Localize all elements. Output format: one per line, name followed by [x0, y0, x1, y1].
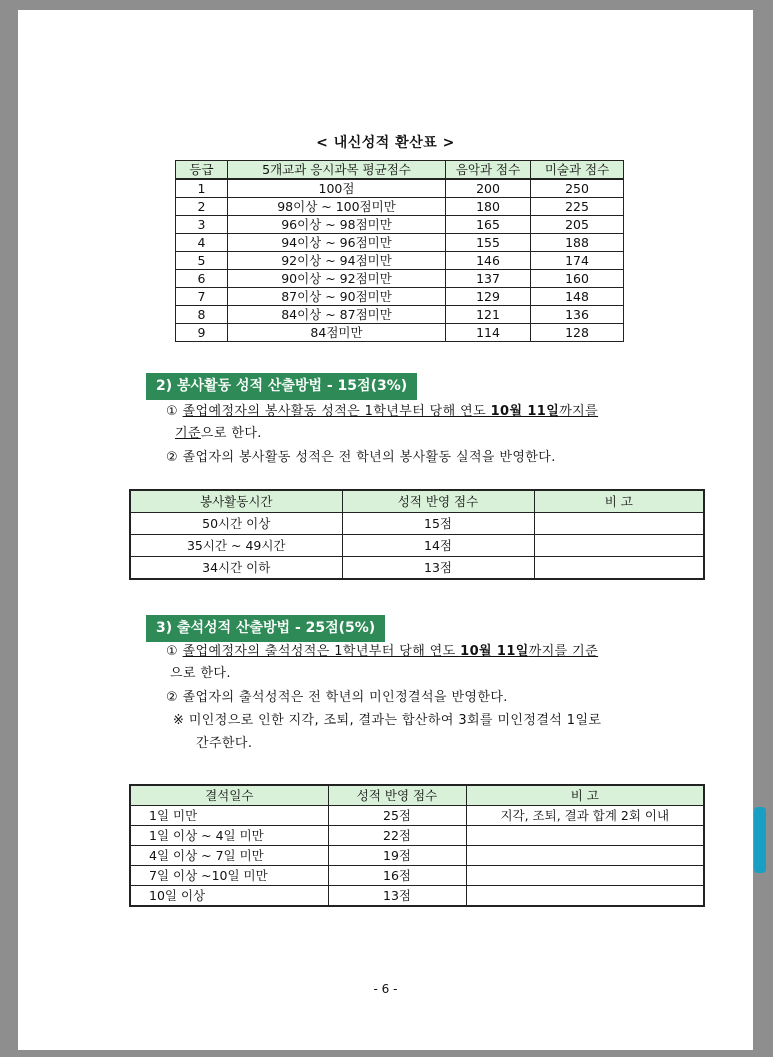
table-cell: 13점 [328, 886, 466, 907]
page-number: - 6 - [373, 982, 398, 996]
table-cell: 5 [176, 252, 228, 270]
table-cell: 94이상 ~ 96점미만 [228, 234, 446, 252]
table-cell: 8 [176, 306, 228, 324]
section2-heading: 2) 봉사활동 성적 산출방법 - 15점(3%) [146, 373, 417, 400]
table-cell: 98이상 ~ 100점미만 [228, 198, 446, 216]
table-row [176, 198, 624, 216]
table-cell: 165 [446, 216, 531, 234]
table-cell: 160 [531, 270, 624, 288]
table-row [130, 846, 704, 866]
table-cell [534, 557, 704, 580]
table-row [130, 866, 704, 886]
table-cell: 188 [531, 234, 624, 252]
section3-paragraph-1-cont: 으로 한다. [170, 666, 231, 681]
table-row [176, 306, 624, 324]
table-cell: 14점 [342, 535, 534, 557]
table-cell: 121 [446, 306, 531, 324]
header-cell: 등급 [176, 161, 228, 180]
table-cell: 50시간 이상 [130, 513, 342, 535]
section3-heading: 3) 출석성적 산출방법 - 25점(5%) [146, 615, 385, 642]
table-cell: 100점 [228, 179, 446, 198]
table-row [130, 826, 704, 846]
table-cell: 9 [176, 324, 228, 342]
table-row [176, 324, 624, 342]
text-bold: 10월 11일 [490, 404, 560, 419]
text: ① [166, 644, 183, 659]
text: 기준 [175, 426, 201, 441]
table-cell: 148 [531, 288, 624, 306]
table-row [176, 270, 624, 288]
text: 졸업예정자의 출석성적은 1학년부터 당해 연도 [182, 644, 461, 659]
table-cell: 84이상 ~ 87점미만 [228, 306, 446, 324]
table-cell: 16점 [328, 866, 466, 886]
table-row [176, 179, 624, 198]
table-cell: 25점 [328, 806, 466, 826]
table-cell: 92이상 ~ 94점미만 [228, 252, 446, 270]
table-cell: 34시간 이하 [130, 557, 342, 580]
section3-paragraph-2: ② 졸업자의 출석성적은 전 학년의 미인정결석을 반영한다. [166, 690, 508, 705]
table-cell: 2 [176, 198, 228, 216]
header-cell: 비 고 [534, 490, 704, 513]
text: 까지를 기준 [528, 644, 599, 659]
scrollbar-thumb[interactable] [754, 807, 766, 873]
absence-score-table [129, 784, 705, 907]
table-cell: 155 [446, 234, 531, 252]
section2-paragraph-1-cont [175, 423, 262, 445]
table-cell: 13점 [342, 557, 534, 580]
table-header-row [130, 785, 704, 806]
table-cell: 174 [531, 252, 624, 270]
table-cell: 19점 [328, 846, 466, 866]
grade-conversion-table [175, 160, 624, 342]
table-row [130, 535, 704, 557]
table-cell: 1일 미만 [130, 806, 328, 826]
header-cell: 봉사활동시간 [130, 490, 342, 513]
table-cell: 250 [531, 179, 624, 198]
table-cell: 7일 이상 ~10일 미만 [130, 866, 328, 886]
table-cell: 114 [446, 324, 531, 342]
table-cell [534, 535, 704, 557]
table-cell: 22점 [328, 826, 466, 846]
table-row [176, 216, 624, 234]
text: 으로 한다. [200, 426, 262, 441]
header-cell: 음악과 점수 [446, 161, 531, 180]
table-row [130, 806, 704, 826]
table-cell: 225 [531, 198, 624, 216]
table-header-row [176, 161, 624, 180]
header-cell: 결석일수 [130, 785, 328, 806]
text-bold: 10월 11일 [460, 644, 529, 659]
section2-paragraph-2: ② 졸업자의 봉사활동 성적은 전 학년의 봉사활동 실적을 반영한다. [166, 450, 556, 465]
table-cell: 1일 이상 ~ 4일 미만 [130, 826, 328, 846]
section3-note-cont: 간주한다. [196, 736, 253, 751]
table-cell: 4일 이상 ~ 7일 미만 [130, 846, 328, 866]
volunteer-score-table [129, 489, 705, 580]
table-cell [534, 513, 704, 535]
header-cell: 성적 반영 점수 [342, 490, 534, 513]
header-cell: 성적 반영 점수 [328, 785, 466, 806]
table-cell: 200 [446, 179, 531, 198]
table-cell: 96이상 ~ 98점미만 [228, 216, 446, 234]
table-row [130, 513, 704, 535]
document-page [18, 10, 753, 1050]
table-cell: 136 [531, 306, 624, 324]
table-cell: 84점미만 [228, 324, 446, 342]
table-cell [466, 886, 704, 907]
table-cell [466, 846, 704, 866]
table-cell: 137 [446, 270, 531, 288]
header-cell: 미술과 점수 [531, 161, 624, 180]
table-cell [466, 866, 704, 886]
text: 까지를 [559, 404, 599, 419]
table-cell: 180 [446, 198, 531, 216]
table-row [130, 886, 704, 907]
section3-note: ※ 미인정으로 인한 지각, 조퇴, 결과는 합산하여 3회를 미인정결석 1일로 [173, 713, 602, 728]
table-cell: 지각, 조퇴, 결과 합계 2회 이내 [466, 806, 704, 826]
table-cell: 4 [176, 234, 228, 252]
header-cell: 5개교과 응시과목 평균점수 [228, 161, 446, 180]
header-cell: 비 고 [466, 785, 704, 806]
table-cell: 7 [176, 288, 228, 306]
table-cell [466, 826, 704, 846]
table-cell: 129 [446, 288, 531, 306]
table-row [176, 252, 624, 270]
table-cell: 90이상 ~ 92점미만 [228, 270, 446, 288]
table-cell: 35시간 ~ 49시간 [130, 535, 342, 557]
table-cell: 1 [176, 179, 228, 198]
table-title: < 내신성적 환산표 > [316, 135, 455, 151]
text: ① [166, 404, 183, 419]
section2-paragraph-1 [166, 401, 598, 423]
table-cell: 87이상 ~ 90점미만 [228, 288, 446, 306]
table-cell: 3 [176, 216, 228, 234]
table-cell: 146 [446, 252, 531, 270]
table-row [176, 288, 624, 306]
table-row [130, 557, 704, 580]
section3-paragraph-1 [166, 641, 598, 663]
table-header-row [130, 490, 704, 513]
table-cell: 128 [531, 324, 624, 342]
text: 졸업예정자의 봉사활동 성적은 1학년부터 당해 연도 [182, 404, 491, 419]
table-cell: 205 [531, 216, 624, 234]
table-cell: 6 [176, 270, 228, 288]
table-cell: 10일 이상 [130, 886, 328, 907]
table-cell: 15점 [342, 513, 534, 535]
table-row [176, 234, 624, 252]
